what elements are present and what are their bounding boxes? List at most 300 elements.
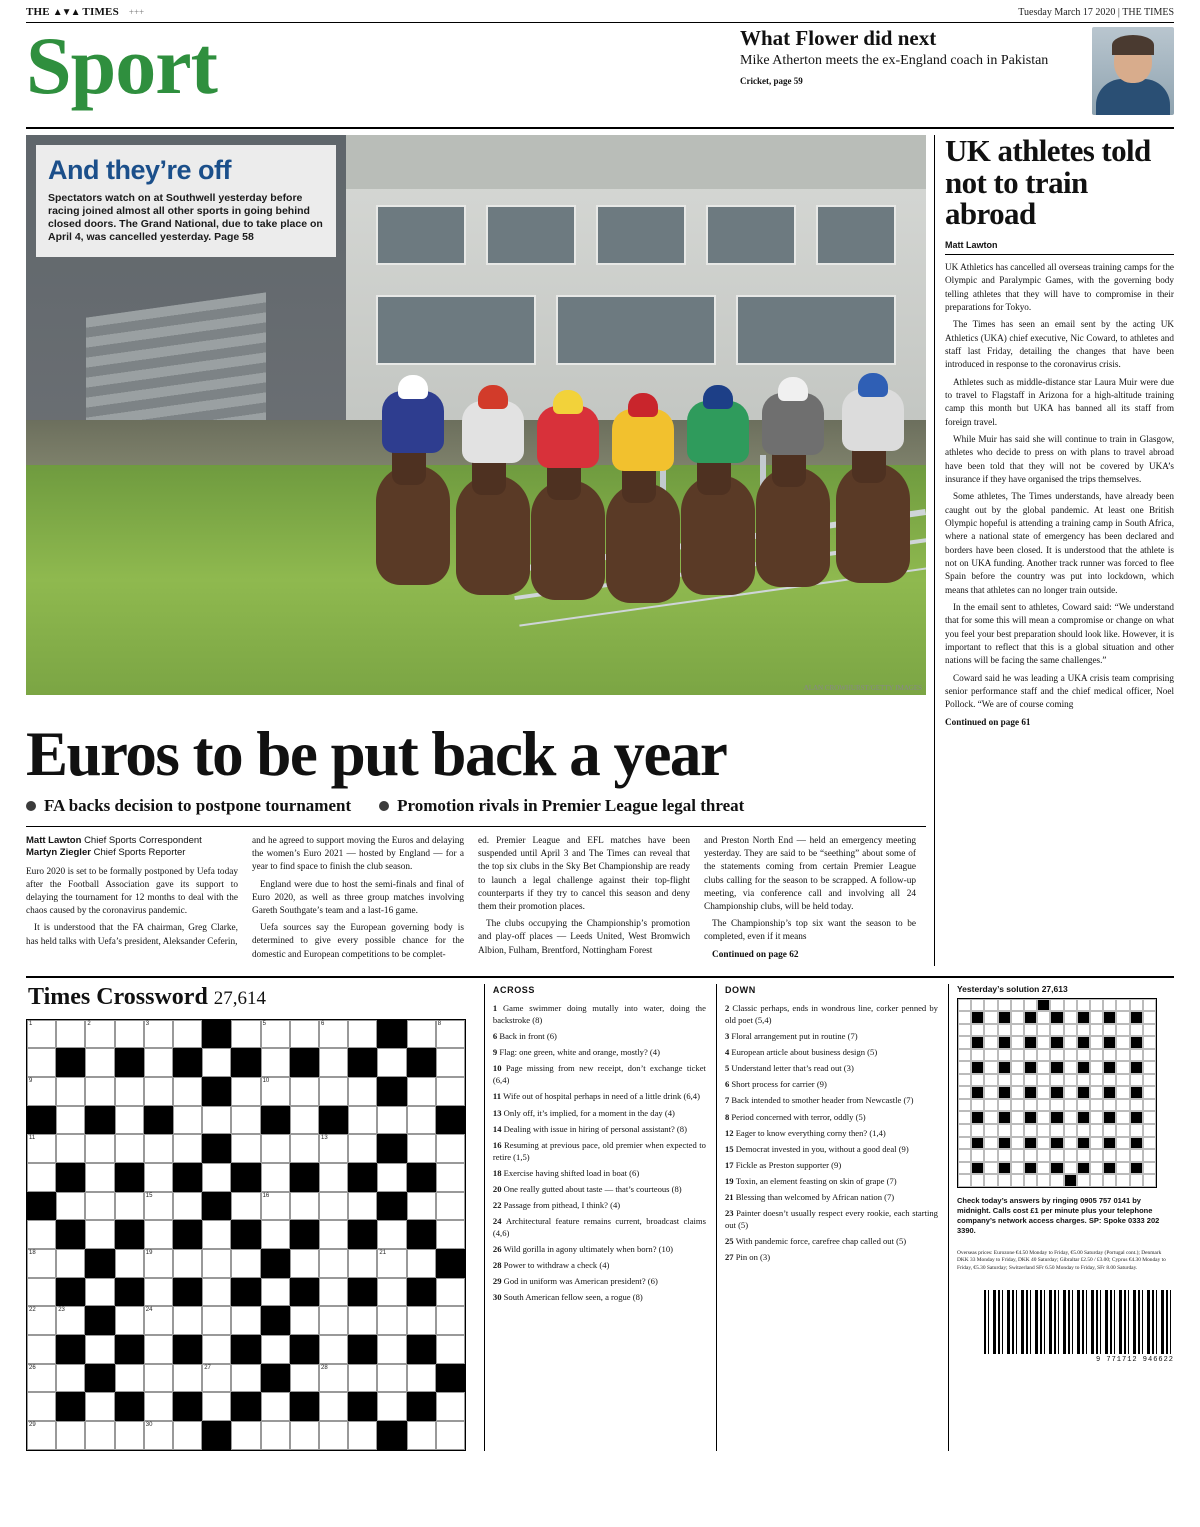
crossword-cell[interactable] [436,1278,465,1307]
crossword-cell[interactable] [319,1335,348,1364]
crossword-cell[interactable] [202,1364,231,1393]
crossword-cell[interactable] [261,1048,290,1077]
crossword-cell[interactable] [290,1020,319,1049]
crossword-cell[interactable] [319,1278,348,1307]
crossword-cell[interactable] [407,1106,436,1135]
cell-number: 22 [29,1307,36,1314]
clue-text: Period concerned with terror, oddly (5) [731,1111,866,1122]
crossword-cell[interactable] [436,1134,465,1163]
clue-item[interactable] [725,1094,938,1106]
crossword-cell[interactable] [115,1192,144,1221]
crossword-cell[interactable] [436,1163,465,1192]
crossword-cell[interactable] [173,1364,202,1393]
crossword-cell[interactable] [231,1134,260,1163]
crossword-cell[interactable] [85,1421,114,1450]
clue-number: 1 [492,1003,503,1014]
crossword-cell[interactable] [115,1134,144,1163]
crossword-cell[interactable] [319,1134,348,1163]
clue-item[interactable] [725,1159,938,1171]
crossword-cell[interactable] [377,1249,406,1278]
paragraph: and he agreed to support moving the Euros and delaying the women’s Euro 2021 — hosted by England — for a year to find space to finish the club season. [252,836,464,873]
crossword-cell[interactable] [27,1077,56,1106]
crossword-cell [202,1192,231,1221]
crossword-cell[interactable] [202,1048,231,1077]
clue-item[interactable] [493,1046,706,1058]
crossword-cell[interactable] [348,1249,377,1278]
crossword-cell[interactable] [319,1077,348,1106]
crossword-cell[interactable] [348,1077,377,1106]
clue-item[interactable] [493,1183,706,1195]
clue-item[interactable] [493,1002,706,1026]
crossword-cell[interactable] [85,1220,114,1249]
crossword-cell[interactable] [261,1134,290,1163]
crossword-cell[interactable] [290,1106,319,1135]
crossword-cell[interactable] [231,1249,260,1278]
promo-standfirst: Mike Atherton meets the ex-England coach in Pakistan [740,53,1049,69]
clue-item[interactable] [493,1139,706,1163]
crossword-cell [115,1048,144,1077]
crossword-cell[interactable] [27,1163,56,1192]
crossword-cell[interactable] [407,1249,436,1278]
crossword-cell[interactable] [231,1421,260,1450]
clue-item[interactable] [725,1078,938,1090]
crossword-cell[interactable] [290,1421,319,1450]
crossword-cell[interactable] [27,1020,56,1049]
secondary-byline: Matt Lawton [945,240,1174,255]
solution-cell [1090,1162,1103,1175]
crossword-cell[interactable] [407,1306,436,1335]
crossword-cell[interactable] [231,1106,260,1135]
crossword-cell[interactable] [85,1335,114,1364]
crossword-cell[interactable] [202,1220,231,1249]
solution-cell [971,1049,984,1062]
masthead-date: Tuesday March 17 2020 | THE TIMES [1018,6,1174,18]
cell-number: 9 [29,1078,33,1085]
solution-cell [1037,1149,1050,1162]
crossword-cell[interactable] [319,1220,348,1249]
cell-number: 30 [145,1422,153,1429]
clue-number: 29 [492,1275,504,1286]
crossword-cell[interactable] [85,1077,114,1106]
solution-cell [1130,1137,1143,1150]
crossword-cell[interactable] [27,1249,56,1278]
solution-cell [1116,1024,1129,1037]
paragraph: England were due to host the semi-finals and final of Euro 2020, as well as three group matches involving Gareth Southgate’s team and a last-16 game. [252,879,464,916]
crossword-cell [407,1048,436,1077]
crossword-cell[interactable] [348,1364,377,1393]
crossword-cell[interactable] [85,1163,114,1192]
crossword-cell[interactable] [436,1421,465,1450]
crossword-cell [231,1392,260,1421]
crossword-cell[interactable] [56,1364,85,1393]
clue-item[interactable] [493,1259,706,1271]
crossword-cell[interactable] [144,1421,173,1450]
crossword-cell [231,1048,260,1077]
solution-cell [958,1124,971,1137]
crossword-cell[interactable] [407,1364,436,1393]
crossword-cell[interactable] [85,1134,114,1163]
solution-cell [971,999,984,1012]
crossword-cell[interactable] [319,1048,348,1077]
clue-item[interactable] [493,1291,706,1303]
crossword-cell[interactable] [202,1106,231,1135]
solution-cell [1116,1162,1129,1175]
solution-cell [1064,1174,1077,1187]
crossword-cell[interactable] [407,1020,436,1049]
clue-item[interactable] [493,1275,706,1287]
crossword-cell[interactable] [115,1364,144,1393]
continued-line[interactable]: Continued on page 61 [945,716,1031,727]
crossword-cell[interactable] [436,1392,465,1421]
crossword-cell[interactable] [290,1364,319,1393]
crossword-cell[interactable] [27,1048,56,1077]
crossword-cell[interactable] [56,1249,85,1278]
clue-item[interactable] [725,1002,938,1026]
crossword-cell[interactable] [173,1306,202,1335]
crossword-title-text: Times Crossword [28,983,208,1010]
clue-item[interactable] [725,1111,938,1123]
solution-cell [1103,1049,1116,1062]
right-column [934,135,1174,966]
solution-cell [1130,1024,1143,1037]
clue-item[interactable] [725,1143,938,1155]
crossword-cell[interactable] [115,1077,144,1106]
crossword-cell[interactable] [173,1249,202,1278]
solution-cell [984,1124,997,1137]
solution-cell [998,1149,1011,1162]
clue-item[interactable] [493,1243,706,1255]
crossword-cell [115,1220,144,1249]
crossword-cell[interactable] [436,1192,465,1221]
crossword-cell[interactable] [261,1192,290,1221]
crossword-cell[interactable] [144,1220,173,1249]
clue-item[interactable] [493,1090,706,1102]
solution-cell [1130,999,1143,1012]
crossword-cell[interactable] [85,1278,114,1307]
solution-cell [1130,1049,1143,1062]
solution-cell [1143,1049,1156,1062]
crossword-number: 27,614 [213,987,267,1009]
crossword-cell[interactable] [115,1306,144,1335]
crossword-cell[interactable] [377,1106,406,1135]
crossword-cell[interactable] [319,1392,348,1421]
solution-cell [1090,1174,1103,1187]
solution-cell [958,1049,971,1062]
crossword-cell[interactable] [319,1020,348,1049]
solution-cell [1011,1049,1024,1062]
crossword-cell[interactable] [377,1335,406,1364]
clue-item[interactable] [725,1046,938,1058]
solution-cell [1037,1024,1050,1037]
crossword-cell[interactable] [144,1192,173,1221]
promo-box[interactable] [734,23,1174,121]
solution-cell [1116,1111,1129,1124]
clue-item[interactable] [725,1175,938,1187]
crossword-cell[interactable] [115,1106,144,1135]
crossword-cell[interactable] [377,1048,406,1077]
solution-cell [1077,1024,1090,1037]
solution-cell [1077,1011,1090,1024]
clue-item[interactable] [493,1107,706,1119]
barcode-icon [984,1290,1174,1354]
crossword-cell[interactable] [115,1421,144,1450]
crossword-cell[interactable] [348,1192,377,1221]
crossword-cell[interactable] [202,1306,231,1335]
crossword-cell[interactable] [27,1421,56,1450]
section-title-row [26,20,1174,121]
solution-cell [984,1162,997,1175]
crossword-cell[interactable] [173,1077,202,1106]
solution-cell [1116,1174,1129,1187]
solution-cell [1143,1086,1156,1099]
solution-cell [984,1049,997,1062]
solution-cell [1037,999,1050,1012]
crossword-cell[interactable] [319,1306,348,1335]
crossword-cell[interactable] [436,1335,465,1364]
solution-cell [1116,1061,1129,1074]
clue-item[interactable] [493,1062,706,1086]
solution-cell [1130,1011,1143,1024]
crossword-cell[interactable] [231,1364,260,1393]
solution-cell [1103,1124,1116,1137]
solution-cell [1116,1086,1129,1099]
crossword-cell[interactable] [231,1020,260,1049]
solution-cell [1050,999,1063,1012]
byline-role-2: Chief Sports Reporter [93,847,186,859]
crossword-cell[interactable] [85,1020,114,1049]
paragraph: In the email sent to athletes, Coward said: “We understand that for some this will mean a compromise or change on what you feel your best preparation should look like. However, it is important to reflect that this is a global situation and other nations will be facing the same challenges.” [945,602,1174,666]
crossword-cell[interactable] [173,1020,202,1049]
crossword-cell[interactable] [231,1192,260,1221]
solution-cell [1090,1137,1103,1150]
crossword-cell[interactable] [56,1106,85,1135]
clue-number: 30 [492,1291,504,1302]
crossword-cell[interactable] [27,1134,56,1163]
crossword-cell[interactable] [27,1335,56,1364]
crossword-cell[interactable] [144,1335,173,1364]
cell-number: 15 [145,1192,153,1199]
solution-cell [1064,1111,1077,1124]
clue-text: Passage from pithead, I think? (4) [503,1199,621,1210]
crossword-cell[interactable] [290,1249,319,1278]
solution-cell [1064,999,1077,1012]
solution-column [948,984,1174,1451]
clue-item[interactable] [725,1030,938,1042]
clue-item[interactable] [493,1199,706,1211]
clue-text: Back in front (6) [499,1031,557,1042]
crossword-cell[interactable] [348,1421,377,1450]
crossword-cell [173,1392,202,1421]
crossword-cell[interactable] [261,1077,290,1106]
crossword-cell[interactable] [436,1020,465,1049]
crossword-cell[interactable] [85,1192,114,1221]
crossword-cell[interactable] [202,1163,231,1192]
crossword-cell[interactable] [377,1392,406,1421]
crossword-cell[interactable] [261,1163,290,1192]
crossword-cell[interactable] [144,1364,173,1393]
photo-credit: ALAN CROWHURST/GETTY IMAGES [803,684,922,692]
crossword-cell[interactable] [173,1192,202,1221]
clue-item[interactable] [725,1127,938,1139]
solution-cell [958,1011,971,1024]
clue-item[interactable] [493,1030,706,1042]
solution-cell [1050,1111,1063,1124]
crossword-cell [56,1392,85,1421]
crossword-cell [348,1392,377,1421]
crossword-cell[interactable] [56,1192,85,1221]
crossword-cell[interactable] [144,1278,173,1307]
paragraph: Euro 2020 is set to be formally postponed by Uefa today after the Football Association gave its support to delaying the tournament for 12 months to deal with the chaos caused by the coronavirus pandemic. [26,866,238,917]
clue-item[interactable] [725,1251,938,1263]
crossword-cell[interactable] [27,1306,56,1335]
solution-cell [1050,1074,1063,1087]
solution-cell [1130,1174,1143,1187]
crossword-cell[interactable] [319,1421,348,1450]
clue-item[interactable] [493,1215,706,1239]
crossword-cell[interactable] [85,1392,114,1421]
crossword-cell[interactable] [261,1421,290,1450]
paragraph: The Times has seen an email sent by the acting UK Athletics (UKA) chief executive, Nic Coward, to athletes and staff last Friday, detailing the changes that have been introduced in response to the coronavirus crisis. [945,319,1174,370]
solution-cell [1050,1099,1063,1112]
crossword-cell[interactable] [56,1134,85,1163]
clue-text: Resuming at previous pace, old premier when expected to retire (1,5) [492,1139,706,1162]
crossword-cell[interactable] [173,1106,202,1135]
solution-cell [958,1086,971,1099]
crossword-cell[interactable] [407,1077,436,1106]
continued-line[interactable]: Continued on page 62 [712,949,799,960]
crossword-cell [231,1335,260,1364]
solution-cell [958,999,971,1012]
cell-number: 6 [321,1020,325,1027]
crossword-cell[interactable] [144,1020,173,1049]
crossword-cell[interactable] [319,1364,348,1393]
crossword-cell[interactable] [202,1249,231,1278]
crossword-cell[interactable] [407,1134,436,1163]
crossword-cell[interactable] [27,1364,56,1393]
solution-cell [998,999,1011,1012]
crossword-cell[interactable] [144,1163,173,1192]
crossword-cell[interactable] [319,1192,348,1221]
solution-cell [1143,1111,1156,1124]
crossword-cell[interactable] [261,1392,290,1421]
crossword-cell[interactable] [348,1134,377,1163]
crossword-cell[interactable] [144,1048,173,1077]
solution-cell [1011,1061,1024,1074]
crossword-cell[interactable] [290,1306,319,1335]
crossword-cell[interactable] [436,1077,465,1106]
crossword-cell[interactable] [202,1335,231,1364]
solution-cell [1064,1074,1077,1087]
solution-cell [1011,1086,1024,1099]
crossword-cell[interactable] [436,1306,465,1335]
crossword-cell[interactable] [27,1392,56,1421]
crossword-cell [377,1192,406,1221]
clue-item[interactable] [493,1167,706,1179]
crossword-cell[interactable] [144,1249,173,1278]
crossword-section [26,976,1174,1451]
solution-cell [1024,1049,1037,1062]
crossword-cell[interactable] [144,1306,173,1335]
crossword-cell[interactable] [115,1249,144,1278]
cell-number: 21 [379,1250,387,1257]
crossword-cell[interactable] [27,1220,56,1249]
crossword-cell[interactable] [436,1048,465,1077]
solution-cell [1037,1111,1050,1124]
crossword-cell[interactable] [377,1364,406,1393]
crossword-cell [290,1335,319,1364]
crossword-cell[interactable] [261,1020,290,1049]
crossword-cell [290,1048,319,1077]
solution-cell [1037,1036,1050,1049]
crossword-cell[interactable] [27,1278,56,1307]
crossword-cell[interactable] [319,1163,348,1192]
crossword-cell[interactable] [202,1278,231,1307]
crossword-cell[interactable] [56,1306,85,1335]
crossword-cell[interactable] [319,1249,348,1278]
clue-text: Only off, it’s implied, for a moment in the day (4) [503,1107,675,1118]
crossword-cell[interactable] [348,1306,377,1335]
crossword-cell[interactable] [377,1278,406,1307]
solution-cell [1077,1149,1090,1162]
crossword-cell[interactable] [173,1421,202,1450]
crossword-cell[interactable] [85,1048,114,1077]
crossword-cell[interactable] [231,1077,260,1106]
crossword-cell[interactable] [56,1077,85,1106]
crossword-cell[interactable] [290,1134,319,1163]
solution-cell [1011,1124,1024,1137]
clue-item[interactable] [493,1123,706,1135]
crossword-cell[interactable] [436,1220,465,1249]
clue-item[interactable] [725,1235,938,1247]
crossword-cell[interactable] [348,1106,377,1135]
crossword-cell[interactable] [377,1220,406,1249]
crossword-cell [348,1048,377,1077]
solution-cell [958,1036,971,1049]
crossword-cell[interactable] [144,1077,173,1106]
solution-cell [1037,1162,1050,1175]
crossword-cell[interactable] [261,1220,290,1249]
crossword-cell[interactable] [348,1020,377,1049]
clue-item[interactable] [725,1191,938,1203]
solution-cell [984,1024,997,1037]
photo-kicker [36,145,336,257]
crossword-cell[interactable] [144,1392,173,1421]
crossword-cell[interactable] [115,1020,144,1049]
solution-cell [1103,1111,1116,1124]
crossword-cell [377,1077,406,1106]
crossword-cell[interactable] [290,1077,319,1106]
crossword-cell[interactable] [290,1192,319,1221]
crossword-cell[interactable] [261,1278,290,1307]
crossword-cell[interactable] [173,1134,202,1163]
clue-text: Wife out of hospital perhaps in need of a little drink (6,4) [503,1091,700,1102]
crossword-cell[interactable] [261,1335,290,1364]
crossword-grid[interactable] [26,1019,466,1451]
crossword-cell[interactable] [56,1020,85,1049]
crossword-cell[interactable] [377,1163,406,1192]
crossword-cell[interactable] [407,1421,436,1450]
clue-text: Pin on (3) [735,1251,771,1262]
cell-number: 13 [321,1135,328,1142]
clue-item[interactable] [725,1207,938,1231]
crossword-cell[interactable] [144,1134,173,1163]
crossword-cell[interactable] [231,1306,260,1335]
crossword-cell[interactable] [202,1392,231,1421]
crossword-cell[interactable] [377,1306,406,1335]
crossword-cell[interactable] [56,1421,85,1450]
clue-item[interactable] [725,1062,938,1074]
crossword-cell[interactable] [407,1192,436,1221]
